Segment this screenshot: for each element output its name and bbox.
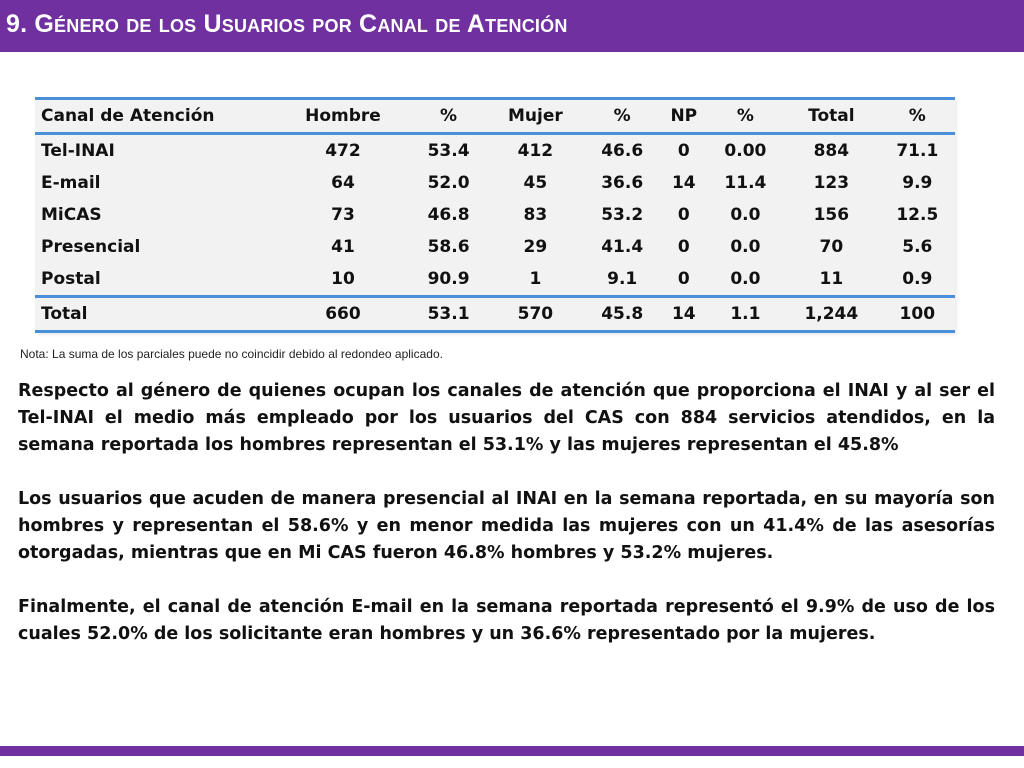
- table-cell: 0.0: [730, 205, 761, 225]
- table-cell: Total: [41, 304, 88, 324]
- table-cell: MiCAS: [41, 205, 102, 225]
- title-bar: [0, 0, 1024, 52]
- paragraph: Respecto al género de quienes ocupan los canales de atención que proporciona el INAI y al ser el Tel-INAI el medio más empleado por los usuarios del CAS con 884 servicios atendidos, en la semana reportada los hombres representan el 53.1% y las mujeres representan el 45.8%: [18, 381, 995, 455]
- table-cell: 412: [517, 141, 554, 161]
- column-header: NP: [670, 106, 698, 126]
- table-cell: 9.9: [902, 173, 933, 193]
- table-cell: 14: [671, 173, 696, 193]
- table-cell: 9.1: [607, 269, 638, 289]
- table-row: [35, 231, 955, 263]
- table-cell: 0: [677, 269, 690, 289]
- table-cell: 10: [331, 269, 355, 289]
- table-cell: 70: [819, 237, 844, 257]
- table-total-row: [35, 297, 955, 332]
- table-container: [35, 97, 955, 333]
- bottom-bar: [0, 746, 1024, 756]
- column-header: %: [736, 106, 754, 126]
- table-cell: 0.0: [730, 237, 761, 257]
- table-cell: 0: [677, 237, 690, 257]
- table-cell: 1,244: [804, 304, 859, 324]
- table-cell: 100: [899, 304, 936, 324]
- paragraph: Los usuarios que acuden de manera presencial al INAI en la semana reportada, en su mayoría son hombres y representan el 58.6% y en menor medida las mujeres con un 41.4% de las asesorías otorgadas, mientras que en Mi CAS fueron 46.8% hombres y 53.2% mujeres.: [18, 489, 995, 563]
- table-cell: 29: [523, 237, 548, 257]
- table-row: [35, 199, 955, 231]
- body-text: [18, 378, 995, 675]
- column-header: Mujer: [507, 106, 563, 126]
- table-cell: 52.0: [427, 173, 470, 193]
- table-cell: 0: [677, 205, 690, 225]
- column-header: %: [908, 106, 926, 126]
- table-cell: 58.6: [427, 237, 470, 257]
- table-cell: 884: [813, 141, 850, 161]
- table-cell: 570: [517, 304, 554, 324]
- table-header-row: [35, 99, 955, 134]
- table-row: [35, 167, 955, 199]
- column-header: Hombre: [305, 106, 381, 126]
- table-cell: Presencial: [41, 237, 141, 257]
- table-cell: 0.0: [730, 269, 761, 289]
- table-cell: 41: [331, 237, 355, 257]
- table-cell: 5.6: [902, 237, 933, 257]
- table-cell: 90.9: [427, 269, 470, 289]
- table-cell: Tel-INAI: [41, 141, 115, 161]
- table-cell: 156: [813, 205, 850, 225]
- table-cell: 71.1: [896, 141, 939, 161]
- column-header: Total: [808, 106, 855, 126]
- table-cell: 660: [325, 304, 361, 324]
- table-cell: 123: [813, 173, 850, 193]
- table-cell: E-mail: [41, 173, 101, 193]
- table-cell: 11.4: [724, 173, 767, 193]
- table-cell: 53.4: [427, 141, 470, 161]
- table-cell: 0.9: [902, 269, 933, 289]
- page-title: 9. Género de los Usuarios por Canal de Atención: [6, 10, 568, 38]
- table-cell: 41.4: [601, 237, 644, 257]
- table-cell: 46.6: [601, 141, 644, 161]
- table-cell: 472: [325, 141, 361, 161]
- column-header: Canal de Atención: [41, 106, 215, 126]
- table-cell: 53.1: [427, 304, 470, 324]
- table-cell: 53.2: [601, 205, 644, 225]
- table-cell: 1: [529, 269, 542, 289]
- table-cell: 1.1: [730, 304, 761, 324]
- table-cell: 36.6: [601, 173, 644, 193]
- table-row: [35, 263, 955, 297]
- table-cell: 0.00: [724, 141, 767, 161]
- table-row: [35, 134, 955, 168]
- gender-by-channel-table: [35, 97, 955, 333]
- table-cell: 73: [331, 205, 355, 225]
- table-cell: 45.8: [601, 304, 644, 324]
- table-cell: 46.8: [427, 205, 470, 225]
- table-cell: 64: [331, 173, 355, 193]
- table-cell: 14: [671, 304, 696, 324]
- column-header: %: [613, 106, 631, 126]
- table-cell: 45: [523, 173, 548, 193]
- paragraph: Finalmente, el canal de atención E-mail en la semana reportada representó el 9.9% de uso de los cuales 52.0% de los solicitante eran hombres y un 36.6% representado por la mujeres.: [18, 597, 995, 644]
- column-header: %: [440, 106, 458, 126]
- table-cell: 83: [523, 205, 548, 225]
- table-cell: 0: [677, 141, 690, 161]
- table-cell: 12.5: [896, 205, 939, 225]
- rounding-note: Nota: La suma de los parciales puede no coincidir debido al redondeo aplicado.: [20, 347, 443, 361]
- table-cell: Postal: [41, 269, 101, 289]
- table-cell: 11: [819, 269, 844, 289]
